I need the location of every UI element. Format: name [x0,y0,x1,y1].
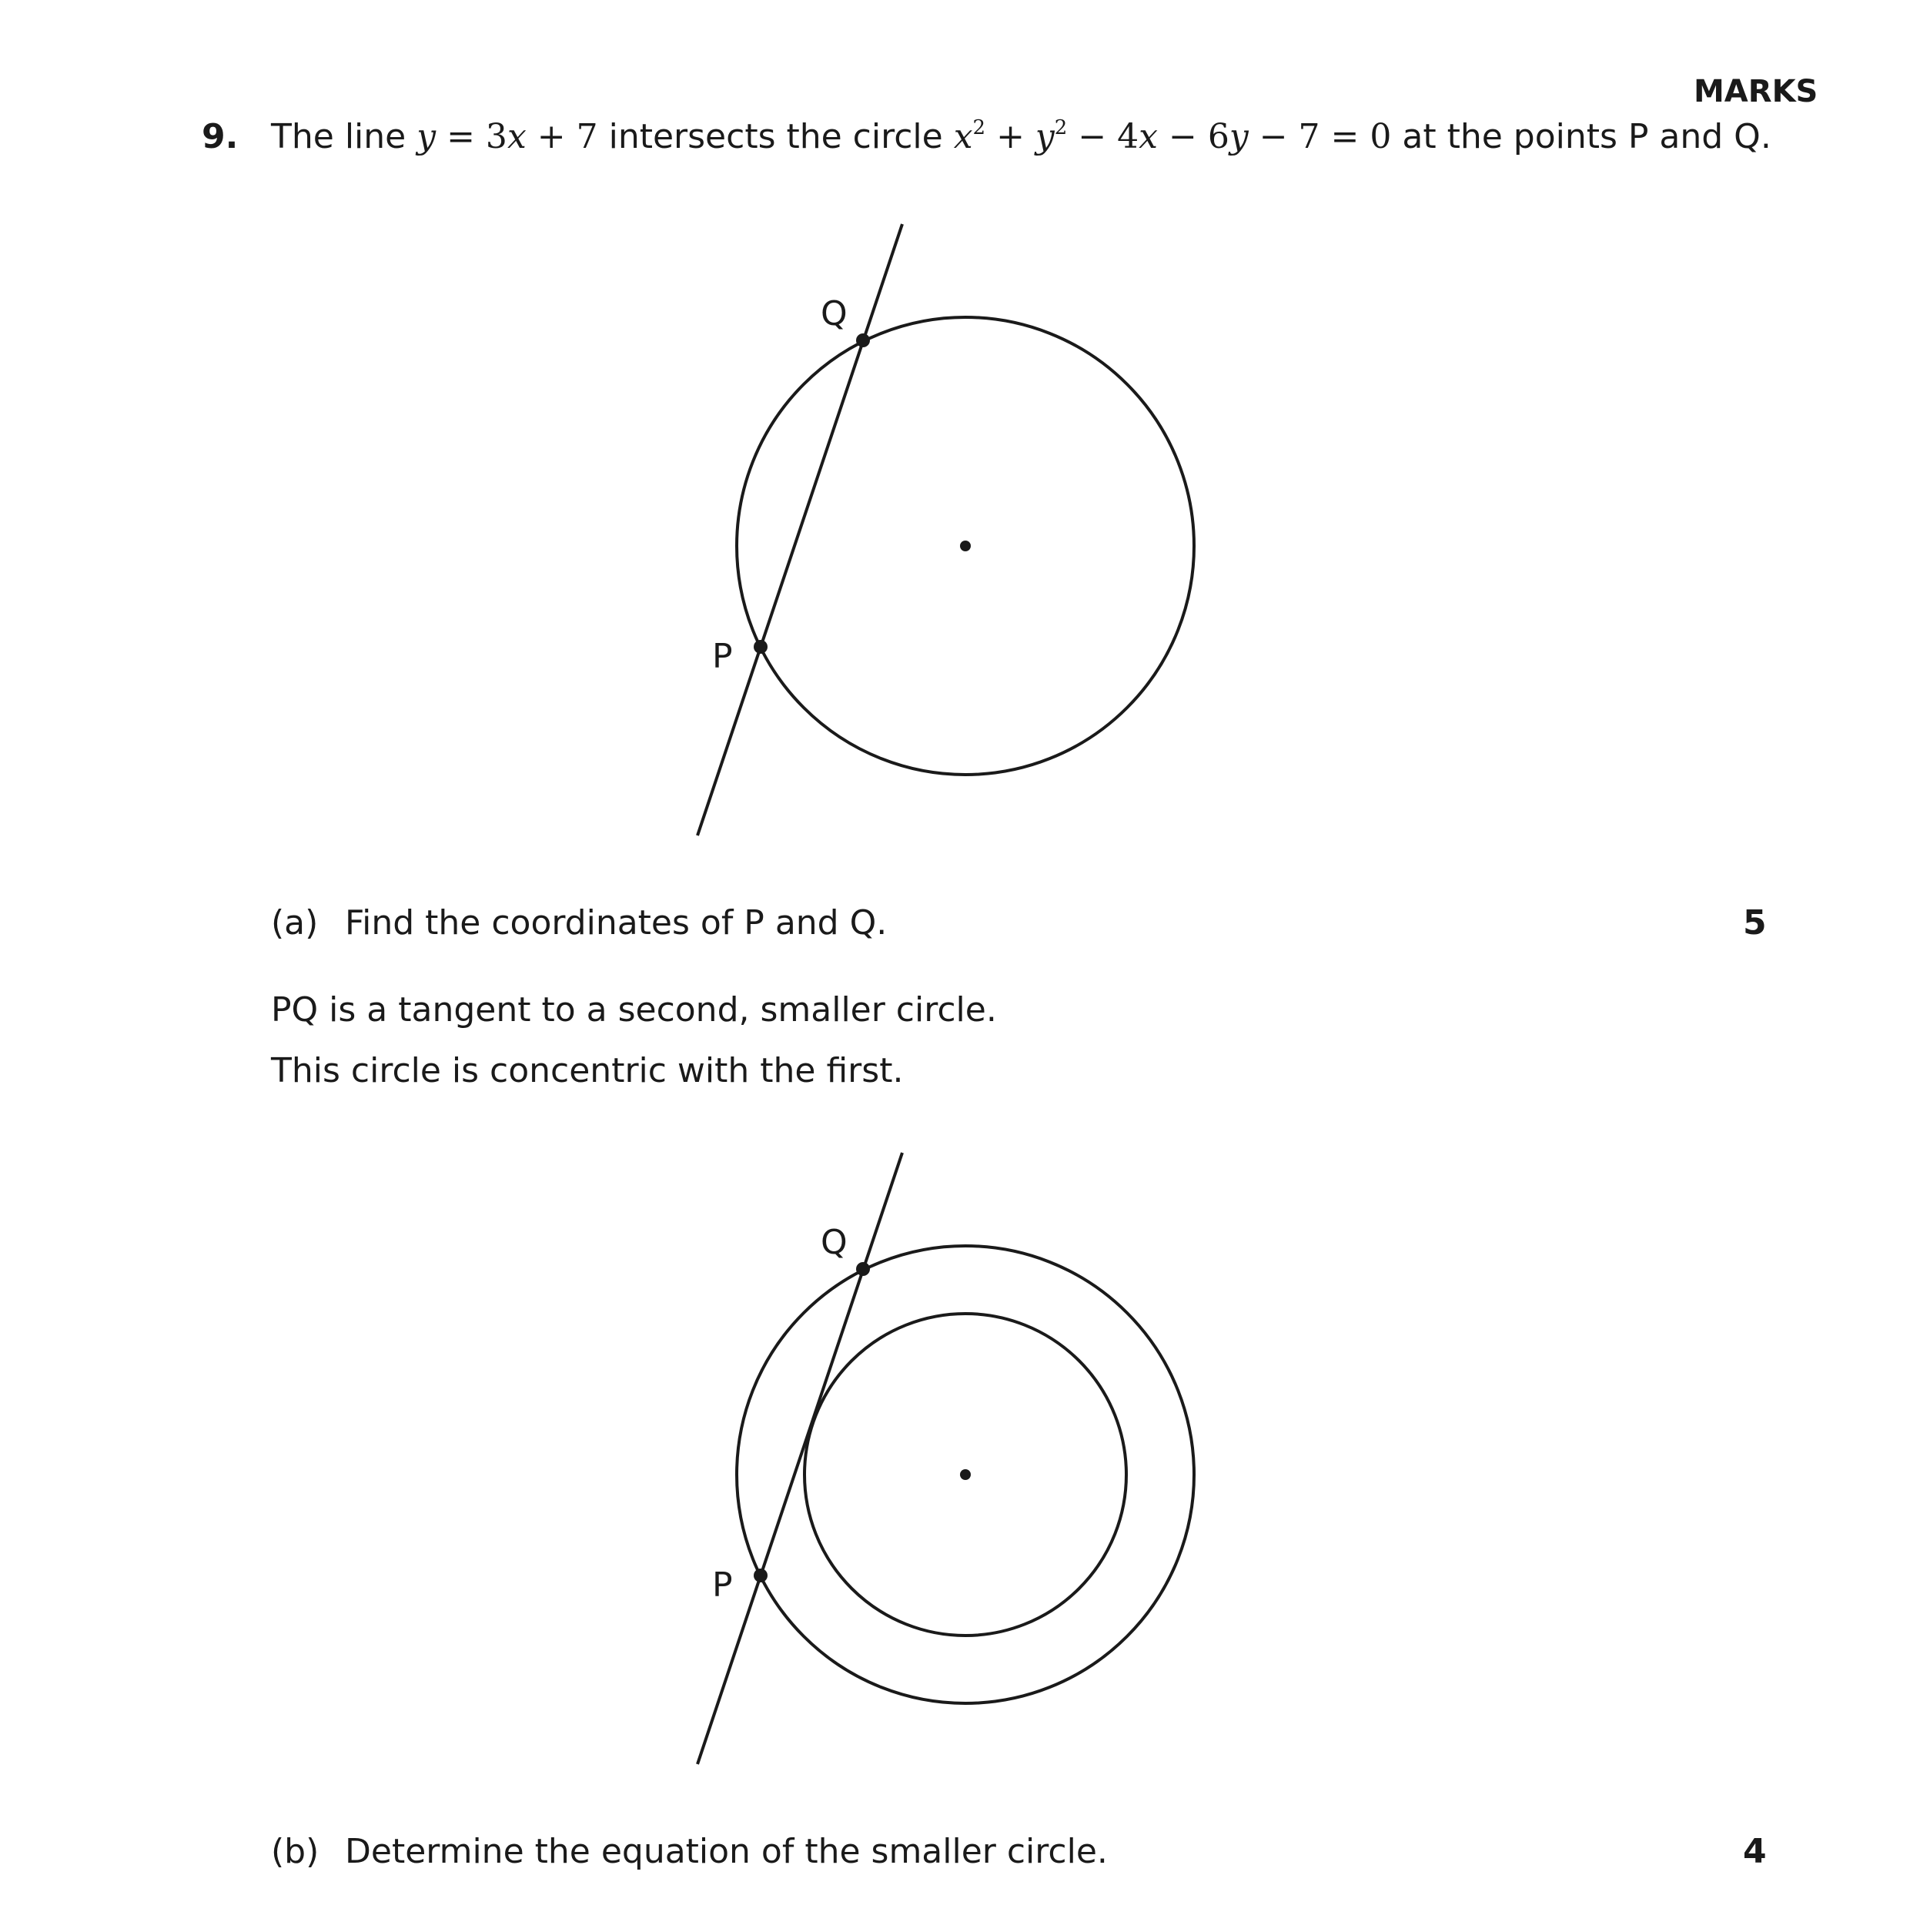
part-b-label: (b) [271,1832,319,1871]
marks-column-header: MARKS [1694,74,1818,109]
interlude-line-1: PQ is a tangent to a second, smaller circle. [271,990,997,1030]
question-number: 9. [202,117,239,156]
label-p: P [712,1565,733,1605]
centre-dot [960,1469,971,1480]
label-q: Q [821,1223,848,1262]
label-p: P [712,637,733,676]
tangent-line-pq [697,1153,902,1764]
label-q: Q [821,294,848,333]
part-a-marks: 5 [1743,903,1767,943]
stem-middle: intersects the circle [608,117,943,156]
point-p-dot [754,1569,768,1582]
stem-suffix: at the points P and Q. [1402,117,1771,156]
interlude-line-2: This circle is concentric with the first. [271,1051,904,1090]
part-b [271,1832,1108,1871]
circle-equation: $x^2 + y^2 - 4x - 6y - 7 = 0$ [953,116,1392,156]
part-b-text: Determine the equation of the smaller circle. [345,1832,1108,1871]
part-b-marks: 4 [1743,1832,1767,1871]
part-a-label: (a) [271,903,319,943]
part-a-text: Find the coordinates of P and Q. [345,903,888,943]
point-q-dot [856,1262,870,1276]
stem-prefix: The line [271,117,406,156]
line-equation: y = 3x + 7 [416,117,598,156]
